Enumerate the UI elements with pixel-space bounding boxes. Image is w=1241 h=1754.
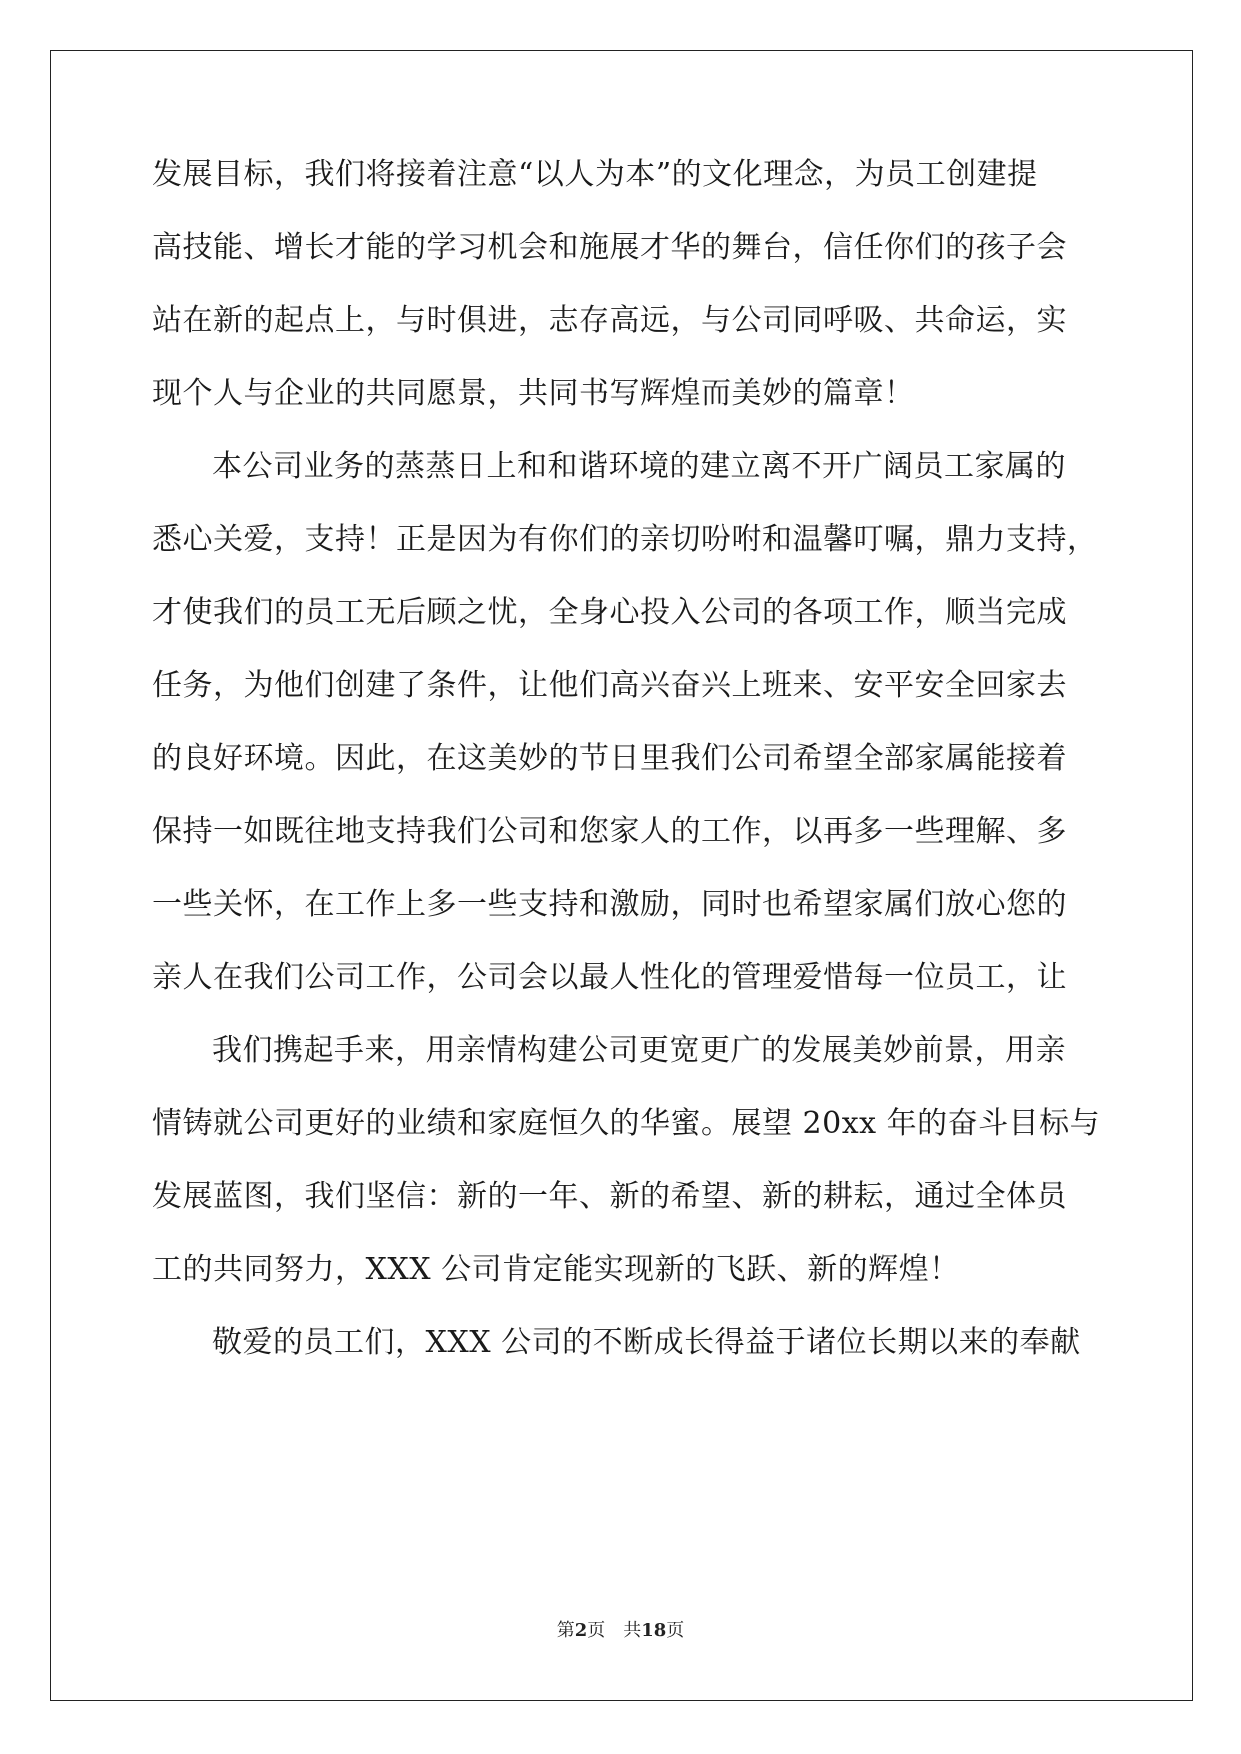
text-line: 悉心关爱，支持！正是因为有你们的亲切吩咐和温馨叮嘱，鼎力支持， <box>152 522 1098 557</box>
text-line: 一些关怀，在工作上多一些支持和激励，同时也希望家属们放心您的 <box>152 887 1067 922</box>
total-prefix: 共 <box>623 1620 642 1641</box>
text-line: 的良好环境。因此，在这美妙的节日里我们公司希望全部家属能接着 <box>152 741 1067 776</box>
total-suffix: 页 <box>666 1620 685 1641</box>
text-line: 现个人与企业的共同愿景，共同书写辉煌而美妙的篇章！ <box>152 376 915 411</box>
text-line: 高技能、增长才能的学习机会和施展才华的舞台，信任你们的孩子会 <box>152 230 1067 265</box>
text-line: 保持一如既往地支持我们公司和您家人的工作，以再多一些理解、多 <box>152 814 1067 849</box>
page-current: 2 <box>574 1620 588 1641</box>
page-suffix: 页 <box>587 1620 606 1641</box>
text-line: 发展目标，我们将接着注意“以人为本”的文化理念，为员工创建提 <box>152 157 1038 192</box>
text-line: 站在新的起点上，与时俱进，志存高远，与公司同呼吸、共命运，实 <box>152 303 1067 338</box>
page-border <box>50 50 1193 1701</box>
text-line: 才使我们的员工无后顾之忧，全身心投入公司的各项工作，顺当完成 <box>152 595 1067 630</box>
text-line: 工的共同努力，XXX 公司肯定能实现新的飞跃、新的辉煌！ <box>152 1252 960 1287</box>
page-total: 18 <box>641 1620 667 1641</box>
paragraph-start-line: 本公司业务的蒸蒸日上和和谐环境的建立离不开广阔员工家属的 <box>212 449 1066 484</box>
paragraph-start-line: 敬爱的员工们，XXX 公司的不断成长得益于诸位长期以来的奉献 <box>212 1325 1081 1360</box>
page-footer <box>0 1616 1241 1642</box>
text-line: 情铸就公司更好的业绩和家庭恒久的华蜜。展望 20xx 年的奋斗目标与 <box>152 1106 1101 1141</box>
text-line: 任务，为他们创建了条件，让他们高兴奋兴上班来、安平安全回家去 <box>152 668 1067 703</box>
text-line: 亲人在我们公司工作，公司会以最人性化的管理爱惜每一位员工，让 <box>152 960 1067 995</box>
paragraph-start-line: 我们携起手来，用亲情构建公司更宽更广的发展美妙前景，用亲 <box>212 1033 1066 1068</box>
text-line: 发展蓝图，我们坚信：新的一年、新的希望、新的耕耘，通过全体员 <box>152 1179 1067 1214</box>
page-prefix: 第 <box>556 1620 575 1641</box>
